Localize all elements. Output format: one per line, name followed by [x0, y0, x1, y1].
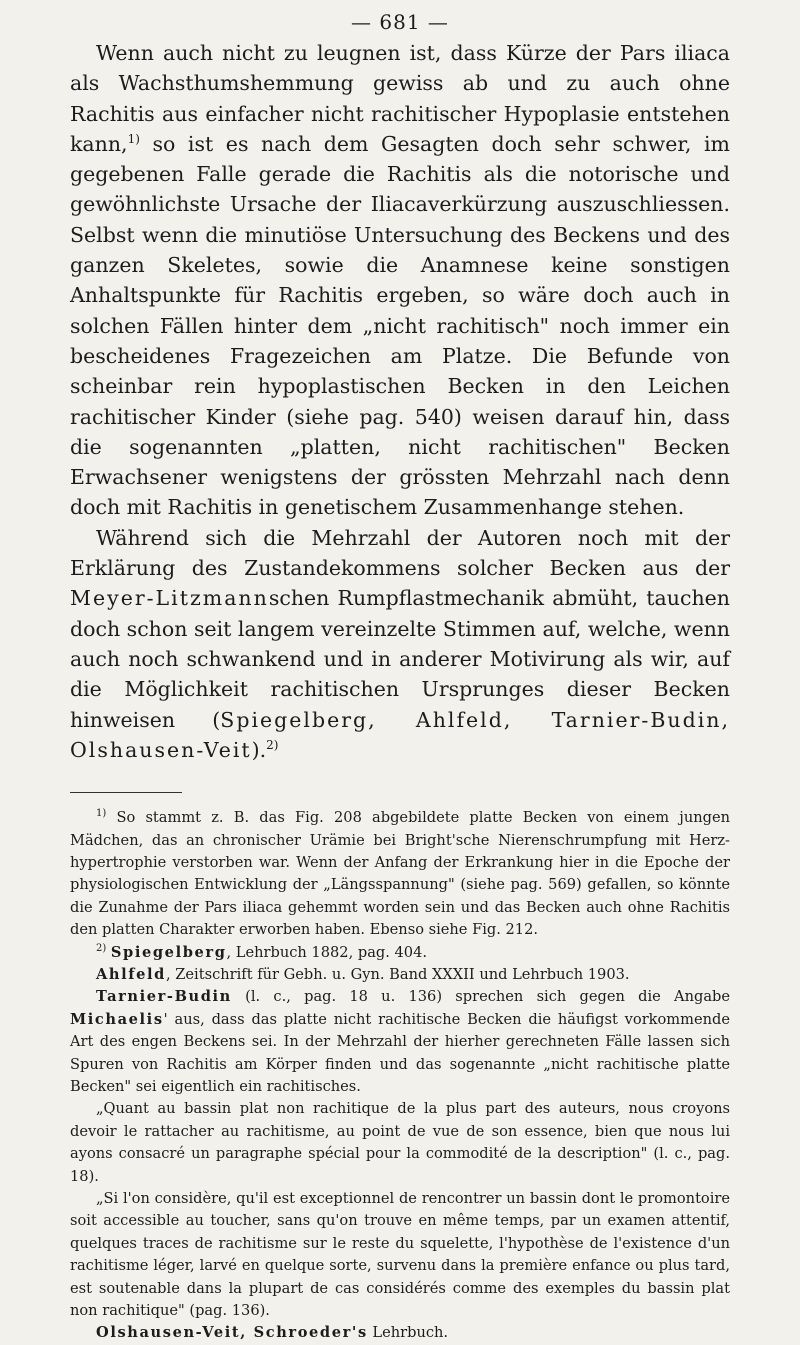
- footnote-2-text-5: Lehrbuch.: [367, 1324, 449, 1342]
- footnote-1-mark: 1): [96, 808, 107, 820]
- footnote-1: [70, 807, 730, 941]
- footnote-divider: [70, 792, 182, 793]
- footnote-ref-2: 2): [266, 738, 279, 752]
- footnote-2-quote-2: „Si l'on considère, qu'il est exceptionnel de rencontrer un bassin dont le promontoire soit accessible au toucher, sans qu'on trouve en même temps, par un examen attentif, quelques traces de rachitisme sur le reste du squelette, l'hypothèse de l'existence d'un rachitisme léger, larvé en quelque sorte, survenu dans la première enfance ou plus tard, est soutenable dans la plupart de cas considérés comme des exemples du bassin plat non rachitique" (pag. 136).: [70, 1190, 730, 1320]
- author-name-meyer-litzmann: Meyer-Litzmann: [70, 586, 269, 611]
- footnote-2-line-2: [70, 964, 730, 986]
- footnotes: [70, 807, 730, 1345]
- paragraph-2-text-c: ).: [251, 737, 267, 762]
- main-text: [70, 38, 730, 765]
- footnote-2-text-4: ' aus, dass das platte nicht rachitische Becken die häufigst vorkommende Art des engen Beckens sei. In der Mehrzahl der hierher gerechneten Fälle lassen sich Spuren von Rachitis am Körper finden und das sogenannte „nicht rachitische platte Becken" sei eigentlich ein rachitisches.: [70, 1010, 730, 1095]
- paragraph-2-text-b: schen Rumpflastmechanik abmüht, tauchen doch schon seit langem vereinzelte Stimmen auf, welche, wenn auch noch schwankend und in anderer Motivirung als wir, auf die Möglichkeit rachitischen Ursprunges dieser Becken hinweisen (: [70, 586, 730, 732]
- footnote-2-text-1: , Lehrbuch 1882, pag. 404.: [226, 943, 428, 961]
- paragraph-1-text-a: Wenn auch nicht zu leugnen ist, dass Kürze der Pars iliaca als Wachsthumshemmung gewiss ab und zu auch ohne Rachitis aus einfacher nicht rachitischer Hypoplasie entstehen kann,: [70, 41, 730, 156]
- author-tarnier-budin: Tarnier-Budin: [96, 988, 232, 1006]
- footnote-2-text-2: , Zeitschrift für Gebh. u. Gyn. Band XXXII und Lehrbuch 1903.: [166, 965, 630, 983]
- footnote-2-line-last: [70, 1322, 730, 1344]
- paragraph-2-text-a: Während sich die Mehrzahl der Autoren noch mit der Erklärung des Zustandekommens solcher Becken aus der: [70, 525, 730, 581]
- author-spiegelberg: Spiegelberg: [110, 943, 227, 961]
- footnote-2-text-3: (l. c., pag. 18 u. 136) sprechen sich gegen die Angabe: [231, 988, 730, 1006]
- paragraph-1-text-b: so ist es nach dem Gesagten doch sehr schwer, im gegebenen Falle gerade die Rachitis als die notorische und gewöhnlichste Ursache der Iliacaverkürzung auszuschliessen. Selbst wenn die minutiöse Untersuchung des Beckens und des ganzen Skeletes, sowie die Anamnese keine sonstigen Anhaltspunkte für Rachitis ergeben, so wäre doch auch in solchen Fällen hinter dem „nicht rachitisch" noch immer ein bescheidenes Fragezeichen am Platze. Die Befunde von scheinbar rein hypoplastischen Becken in den Leichen rachitischer Kinder (siehe pag. 540) weisen darauf hin, dass die sogenannten „platten, nicht rachitischen" Becken Erwachsener wenigstens der grössten Mehrzahl nach denn doch mit Rachitis in genetischem Zusammenhange stehen.: [70, 131, 730, 520]
- paragraph-1: [70, 38, 730, 523]
- footnote-2-quote-1: „Quant au bassin plat non rachitique de la plus part des auteurs, nous croyons devoir le rattacher au rachitisme, au point de vue de son essence, bien que nous lui ayons consacré un paragraphe spécial pour la commodité de la description" (l. c., pag. 18).: [70, 1100, 730, 1185]
- author-olshausen-veit: Olshausen-Veit, Schroeder's: [96, 1324, 368, 1342]
- footnote-ref-1: 1): [127, 132, 140, 147]
- page-number: — 681 —: [351, 10, 449, 34]
- author-names-list: Spiegelberg, Ahlfeld, Tarnier-Budin, Olshausen-Veit: [70, 707, 730, 762]
- footnote-1-text: So stammt z. B. das Fig. 208 abgebildete platte Becken von einem jungen Mädchen, das an chronischer Urämie bei Bright'sche Nierenschrumpfung mit Herz-hypertrophie verstorben war. Wenn der Anfang der Erkrankung hier in die Epoche der physiologischen Entwicklung der „Längsspannung" (siehe pag. 569) gefallen, so könnte die Zunahme der Pars iliaca gehemmt worden sein und das Becken auch ohne Rachitis den platten Charakter erworben haben. Ebenso siehe Fig. 212.: [70, 809, 730, 939]
- paragraph-2: [70, 523, 730, 765]
- footnote-2-line-3: [70, 986, 730, 1098]
- author-michaelis: Michaelis: [70, 1010, 164, 1028]
- footnote-2-mark: 2): [96, 942, 107, 954]
- footnote-2-line-1: [70, 942, 730, 964]
- author-ahlfeld: Ahlfeld: [96, 965, 166, 983]
